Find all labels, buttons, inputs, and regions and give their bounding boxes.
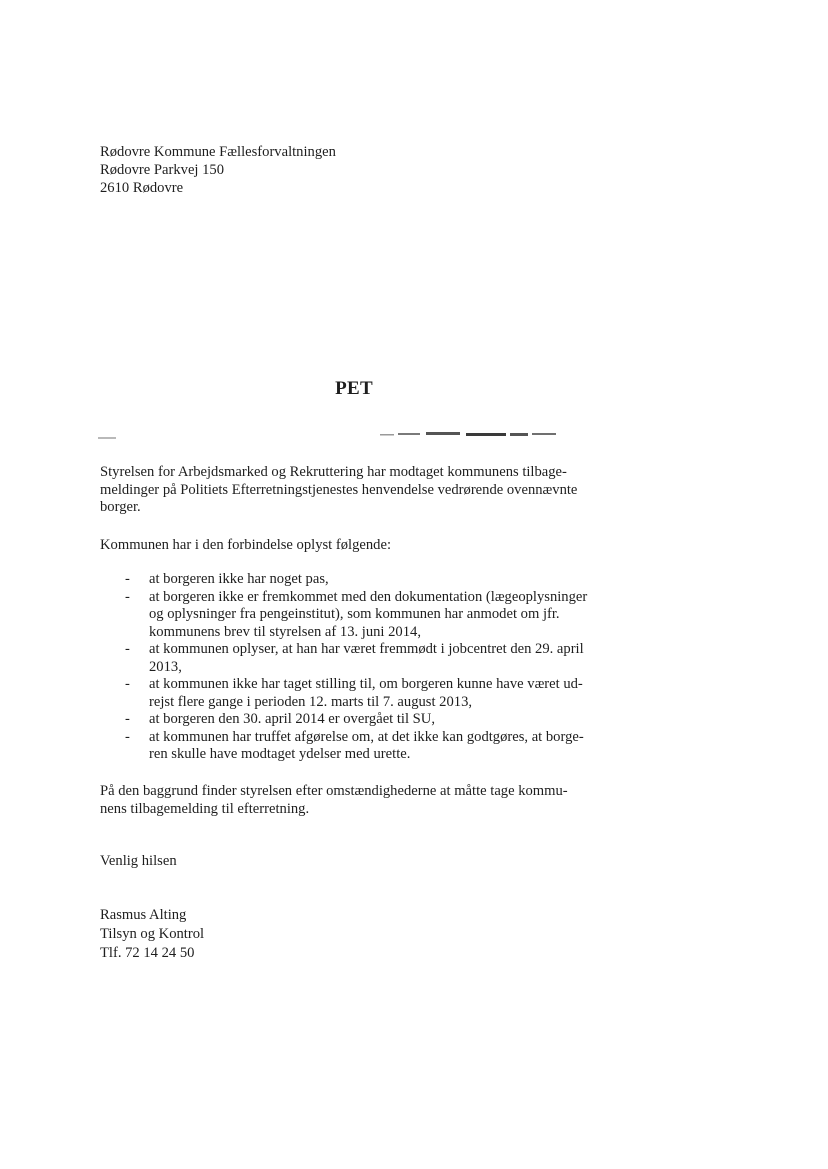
recipient-name: Rødovre Kommune Fællesforvaltningen <box>100 144 336 160</box>
list-item-line: at borgeren den 30. april 2014 er overgået til SU, <box>149 711 435 727</box>
bullet-dash: - <box>125 588 130 605</box>
list-item-line: at kommunen ikke har taget stilling til, om borgeren kunne have været ud- <box>149 676 583 692</box>
list-item <box>100 711 620 729</box>
list-item-line: rejst flere gange i perioden 12. marts til 7. august 2013, <box>149 693 473 710</box>
bullet-dash: - <box>125 728 130 745</box>
list-item-line: at kommunen oplyser, at han har været fremmødt i jobcentret den 29. april <box>149 641 584 657</box>
letter-title: PET <box>335 378 373 399</box>
list-item <box>100 641 620 676</box>
signature-block <box>100 906 204 963</box>
recipient-address <box>100 143 336 197</box>
bullet-dash: - <box>125 676 130 692</box>
list-item <box>100 571 620 589</box>
intro-paragraph <box>100 464 620 517</box>
findings-list <box>100 571 620 764</box>
conclusion-line: nens tilbagemelding til efterretning. <box>100 800 310 817</box>
signer-phone: Tlf. 72 14 24 50 <box>100 945 195 961</box>
bullet-dash: - <box>125 711 130 727</box>
bullet-dash: - <box>125 641 130 657</box>
list-item-line: at kommunen har truffet afgørelse om, at det ikke kan godtgøres, at borge- <box>149 728 584 745</box>
intro-line: borger. <box>100 499 141 515</box>
signer-name: Rasmus Alting <box>100 907 187 923</box>
list-item-line: og oplysninger fra pengeinstitut), som kommunen har anmodet om jfr. <box>149 606 560 622</box>
recipient-city: 2610 Rødovre <box>100 180 184 196</box>
bullet-dash: - <box>125 571 130 587</box>
intro-line: meldinger på Politiets Efterretningstjenestes henvendelse vedrørende ovennævnte <box>100 481 578 498</box>
recipient-street: Rødovre Parkvej 150 <box>100 162 225 178</box>
list-item-line: kommunens brev til styrelsen af 13. juni 2014, <box>149 623 421 640</box>
list-item <box>100 729 620 764</box>
intro-line: Styrelsen for Arbejdsmarked og Rekruttering har modtaget kommunens tilbage- <box>100 464 567 480</box>
list-intro-paragraph: Kommunen har i den forbindelse oplyst følgende: <box>100 537 391 553</box>
list-item <box>100 589 620 642</box>
redaction-mark-left <box>98 437 116 439</box>
closing-greeting: Venlig hilsen <box>100 853 177 869</box>
conclusion-line: På den baggrund finder styrelsen efter omstændighederne at måtte tage kommu- <box>100 783 568 799</box>
conclusion-paragraph <box>100 783 620 818</box>
list-item-line: 2013, <box>149 658 182 675</box>
list-item-line: at borgeren ikke har noget pas, <box>149 571 329 587</box>
list-item <box>100 676 620 711</box>
signer-department: Tilsyn og Kontrol <box>100 926 205 942</box>
redaction-mark <box>380 430 560 438</box>
list-item-line: ren skulle have modtaget ydelser med urette. <box>149 746 411 762</box>
list-item-line: at borgeren ikke er fremkommet med den dokumentation (lægeoplysninger <box>149 588 588 605</box>
